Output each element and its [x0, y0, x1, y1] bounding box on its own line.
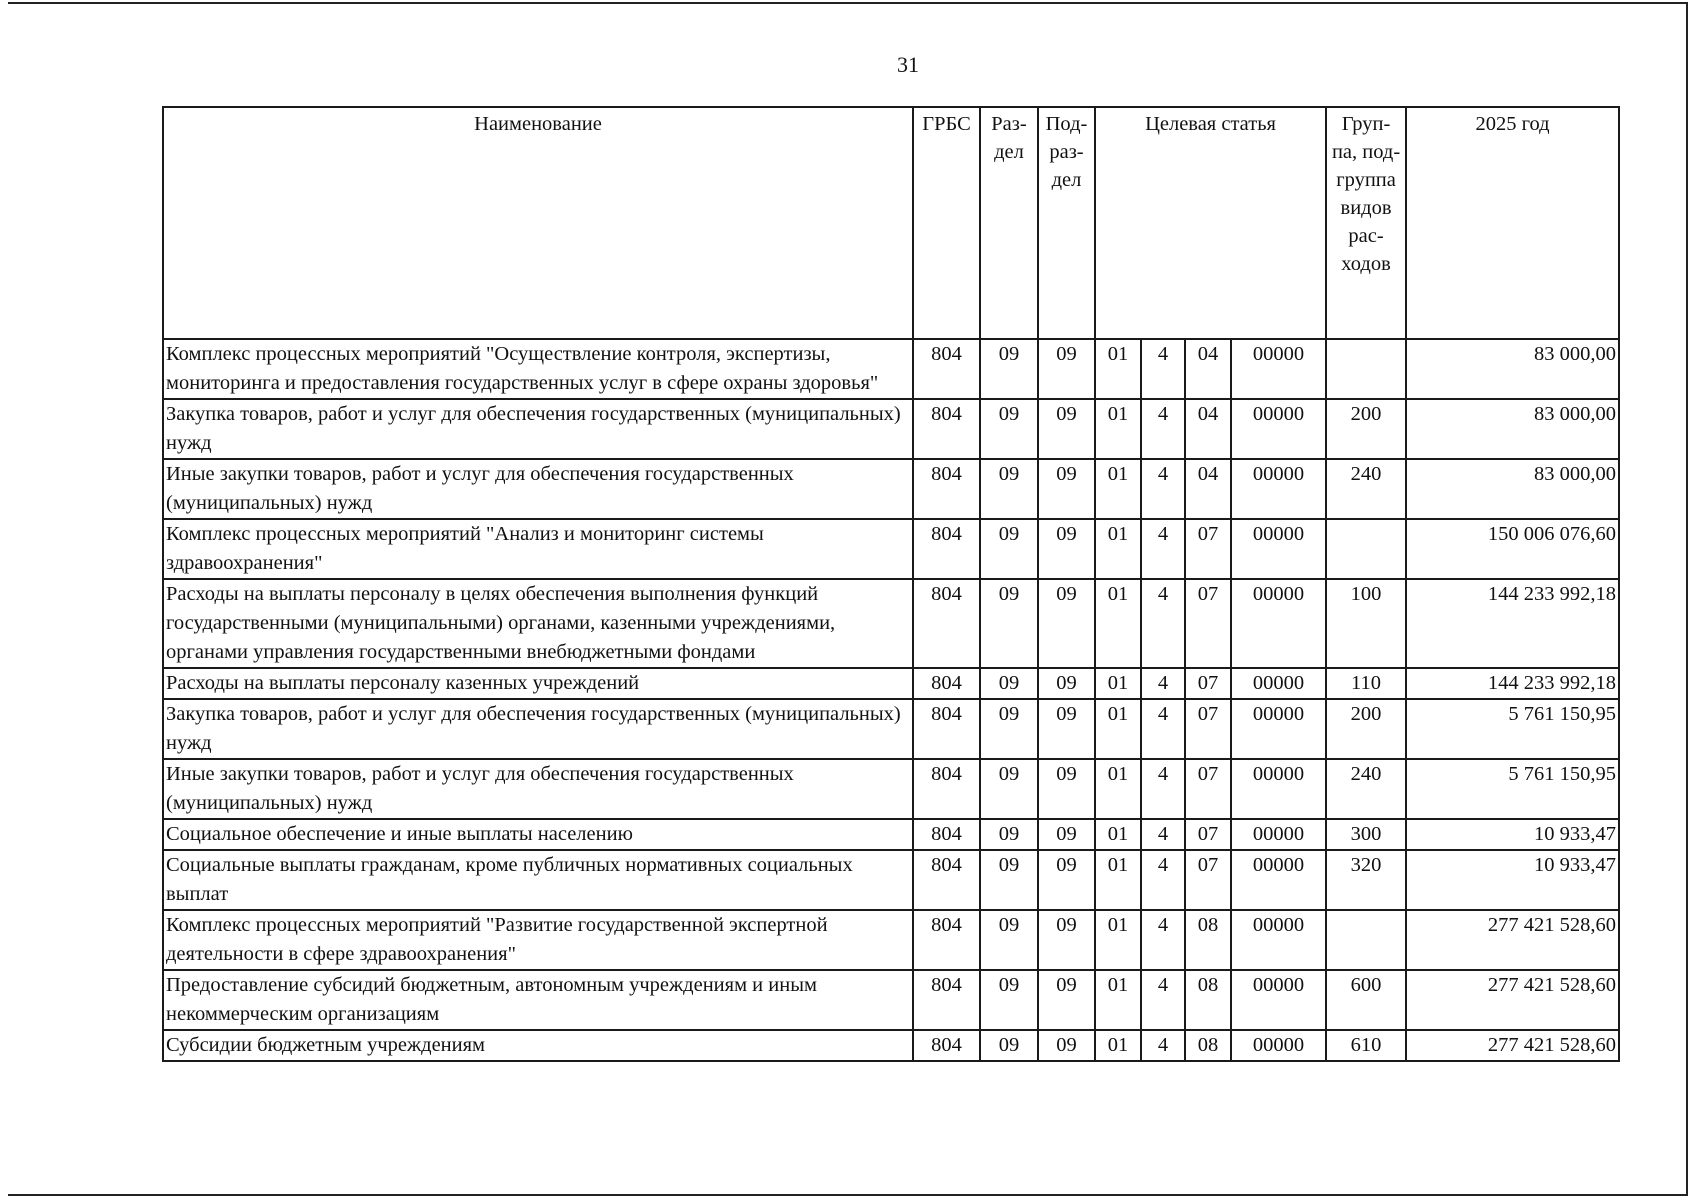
cell-t3: 07 — [1185, 579, 1231, 668]
cell-rz: 09 — [980, 970, 1038, 1030]
cell-name: Иные закупки товаров, работ и услуг для обеспечения государственных (муниципальных) нужд — [163, 759, 913, 819]
cell-name: Социальные выплаты гражданам, кроме публичных нормативных социальных выплат — [163, 850, 913, 910]
cell-grbs: 804 — [913, 850, 980, 910]
cell-vr — [1326, 910, 1406, 970]
cell-grbs: 804 — [913, 459, 980, 519]
cell-t3: 07 — [1185, 699, 1231, 759]
cell-t1: 01 — [1095, 819, 1141, 850]
cell-vr: 320 — [1326, 850, 1406, 910]
header-target: Целевая статья — [1095, 107, 1326, 339]
table-row — [163, 699, 1619, 759]
table-row — [163, 759, 1619, 819]
cell-t1: 01 — [1095, 339, 1141, 399]
cell-pr: 09 — [1038, 819, 1095, 850]
cell-t3: 08 — [1185, 970, 1231, 1030]
cell-vr — [1326, 339, 1406, 399]
cell-rz: 09 — [980, 339, 1038, 399]
cell-t4: 00000 — [1231, 699, 1326, 759]
table-row — [163, 970, 1619, 1030]
table-row — [163, 910, 1619, 970]
cell-sum: 5 761 150,95 — [1406, 699, 1619, 759]
cell-t4: 00000 — [1231, 399, 1326, 459]
cell-sum: 277 421 528,60 — [1406, 1030, 1619, 1061]
table-row — [163, 668, 1619, 699]
cell-t1: 01 — [1095, 668, 1141, 699]
cell-t4: 00000 — [1231, 759, 1326, 819]
cell-t3: 04 — [1185, 399, 1231, 459]
cell-rz: 09 — [980, 699, 1038, 759]
cell-name: Комплекс процессных мероприятий "Анализ и мониторинг системы здравоохранения" — [163, 519, 913, 579]
cell-rz: 09 — [980, 759, 1038, 819]
cell-t2: 4 — [1141, 970, 1185, 1030]
cell-rz: 09 — [980, 459, 1038, 519]
cell-vr: 240 — [1326, 759, 1406, 819]
cell-name: Социальное обеспечение и иные выплаты населению — [163, 819, 913, 850]
table-row — [163, 399, 1619, 459]
cell-name: Комплекс процессных мероприятий "Развитие государственной экспертной деятельности в сфере здравоохранения" — [163, 910, 913, 970]
cell-rz: 09 — [980, 910, 1038, 970]
cell-pr: 09 — [1038, 970, 1095, 1030]
cell-t4: 00000 — [1231, 519, 1326, 579]
cell-t3: 07 — [1185, 850, 1231, 910]
header-row — [163, 107, 1619, 339]
cell-t2: 4 — [1141, 850, 1185, 910]
cell-t3: 07 — [1185, 668, 1231, 699]
cell-rz: 09 — [980, 819, 1038, 850]
cell-t1: 01 — [1095, 519, 1141, 579]
cell-t2: 4 — [1141, 1030, 1185, 1061]
cell-sum: 83 000,00 — [1406, 459, 1619, 519]
cell-grbs: 804 — [913, 910, 980, 970]
table-row — [163, 459, 1619, 519]
cell-t1: 01 — [1095, 399, 1141, 459]
cell-grbs: 804 — [913, 579, 980, 668]
cell-t2: 4 — [1141, 459, 1185, 519]
cell-t4: 00000 — [1231, 1030, 1326, 1061]
cell-t3: 04 — [1185, 339, 1231, 399]
cell-rz: 09 — [980, 668, 1038, 699]
cell-t4: 00000 — [1231, 668, 1326, 699]
cell-pr: 09 — [1038, 339, 1095, 399]
cell-t1: 01 — [1095, 1030, 1141, 1061]
cell-t2: 4 — [1141, 668, 1185, 699]
table-row — [163, 579, 1619, 668]
cell-vr: 100 — [1326, 579, 1406, 668]
cell-t2: 4 — [1141, 699, 1185, 759]
cell-t1: 01 — [1095, 579, 1141, 668]
cell-sum: 144 233 992,18 — [1406, 668, 1619, 699]
cell-name: Закупка товаров, работ и услуг для обеспечения государственных (муниципальных) нужд — [163, 699, 913, 759]
cell-pr: 09 — [1038, 910, 1095, 970]
page-number: 31 — [897, 52, 919, 77]
cell-sum: 277 421 528,60 — [1406, 970, 1619, 1030]
table-row — [163, 819, 1619, 850]
header-name: Наименование — [163, 107, 913, 339]
cell-grbs: 804 — [913, 519, 980, 579]
cell-pr: 09 — [1038, 579, 1095, 668]
cell-t4: 00000 — [1231, 850, 1326, 910]
cell-grbs: 804 — [913, 399, 980, 459]
cell-vr — [1326, 519, 1406, 579]
cell-t3: 07 — [1185, 759, 1231, 819]
cell-t2: 4 — [1141, 519, 1185, 579]
cell-t4: 00000 — [1231, 339, 1326, 399]
header-year: 2025 год — [1406, 107, 1619, 339]
cell-sum: 83 000,00 — [1406, 339, 1619, 399]
cell-t2: 4 — [1141, 339, 1185, 399]
cell-vr: 610 — [1326, 1030, 1406, 1061]
table-row — [163, 1030, 1619, 1061]
cell-rz: 09 — [980, 399, 1038, 459]
header-podrazdel: Под- раз- дел — [1038, 107, 1095, 339]
cell-vr: 600 — [1326, 970, 1406, 1030]
cell-sum: 150 006 076,60 — [1406, 519, 1619, 579]
cell-t4: 00000 — [1231, 819, 1326, 850]
cell-sum: 277 421 528,60 — [1406, 910, 1619, 970]
cell-t2: 4 — [1141, 910, 1185, 970]
cell-pr: 09 — [1038, 668, 1095, 699]
cell-vr: 200 — [1326, 399, 1406, 459]
cell-grbs: 804 — [913, 819, 980, 850]
cell-vr: 200 — [1326, 699, 1406, 759]
cell-name: Расходы на выплаты персоналу в целях обеспечения выполнения функций государственными (муниципальными) органами, казенными учреждениями, органами управления государственными внебюджетными фондами — [163, 579, 913, 668]
cell-pr: 09 — [1038, 519, 1095, 579]
cell-t3: 04 — [1185, 459, 1231, 519]
cell-grbs: 804 — [913, 699, 980, 759]
cell-vr: 110 — [1326, 668, 1406, 699]
cell-t1: 01 — [1095, 699, 1141, 759]
cell-t1: 01 — [1095, 459, 1141, 519]
cell-sum: 83 000,00 — [1406, 399, 1619, 459]
budget-table — [162, 106, 1620, 1062]
cell-t1: 01 — [1095, 910, 1141, 970]
cell-t2: 4 — [1141, 579, 1185, 668]
cell-t3: 08 — [1185, 910, 1231, 970]
cell-t2: 4 — [1141, 819, 1185, 850]
cell-t1: 01 — [1095, 759, 1141, 819]
cell-t2: 4 — [1141, 759, 1185, 819]
cell-t4: 00000 — [1231, 459, 1326, 519]
cell-sum: 144 233 992,18 — [1406, 579, 1619, 668]
cell-pr: 09 — [1038, 1030, 1095, 1061]
header-grbs: ГРБС — [913, 107, 980, 339]
cell-name: Субсидии бюджетным учреждениям — [163, 1030, 913, 1061]
cell-name: Расходы на выплаты персоналу казенных учреждений — [163, 668, 913, 699]
header-group: Груп- па, под- группа видов рас- ходов — [1326, 107, 1406, 339]
cell-sum: 5 761 150,95 — [1406, 759, 1619, 819]
cell-grbs: 804 — [913, 970, 980, 1030]
cell-grbs: 804 — [913, 1030, 980, 1061]
cell-name: Комплекс процессных мероприятий "Осуществление контроля, экспертизы, мониторинга и предоставления государственных услуг в сфере охраны здоровья" — [163, 339, 913, 399]
cell-t4: 00000 — [1231, 579, 1326, 668]
cell-name: Закупка товаров, работ и услуг для обеспечения государственных (муниципальных) нужд — [163, 399, 913, 459]
cell-t4: 00000 — [1231, 970, 1326, 1030]
cell-t3: 08 — [1185, 1030, 1231, 1061]
cell-t1: 01 — [1095, 850, 1141, 910]
cell-rz: 09 — [980, 579, 1038, 668]
cell-pr: 09 — [1038, 850, 1095, 910]
cell-rz: 09 — [980, 850, 1038, 910]
cell-pr: 09 — [1038, 699, 1095, 759]
cell-sum: 10 933,47 — [1406, 850, 1619, 910]
table-row — [163, 519, 1619, 579]
cell-rz: 09 — [980, 1030, 1038, 1061]
cell-rz: 09 — [980, 519, 1038, 579]
cell-pr: 09 — [1038, 459, 1095, 519]
cell-vr: 240 — [1326, 459, 1406, 519]
table-row — [163, 339, 1619, 399]
cell-pr: 09 — [1038, 399, 1095, 459]
cell-pr: 09 — [1038, 759, 1095, 819]
cell-t1: 01 — [1095, 970, 1141, 1030]
cell-vr: 300 — [1326, 819, 1406, 850]
header-razdel: Раз- дел — [980, 107, 1038, 339]
table-body — [163, 339, 1619, 1061]
cell-t3: 07 — [1185, 519, 1231, 579]
table-row — [163, 850, 1619, 910]
cell-name: Иные закупки товаров, работ и услуг для обеспечения государственных (муниципальных) нужд — [163, 459, 913, 519]
cell-grbs: 804 — [913, 339, 980, 399]
cell-t2: 4 — [1141, 399, 1185, 459]
cell-t3: 07 — [1185, 819, 1231, 850]
cell-sum: 10 933,47 — [1406, 819, 1619, 850]
cell-grbs: 804 — [913, 668, 980, 699]
cell-name: Предоставление субсидий бюджетным, автономным учреждениям и иным некоммерческим организациям — [163, 970, 913, 1030]
cell-t4: 00000 — [1231, 910, 1326, 970]
cell-grbs: 804 — [913, 759, 980, 819]
